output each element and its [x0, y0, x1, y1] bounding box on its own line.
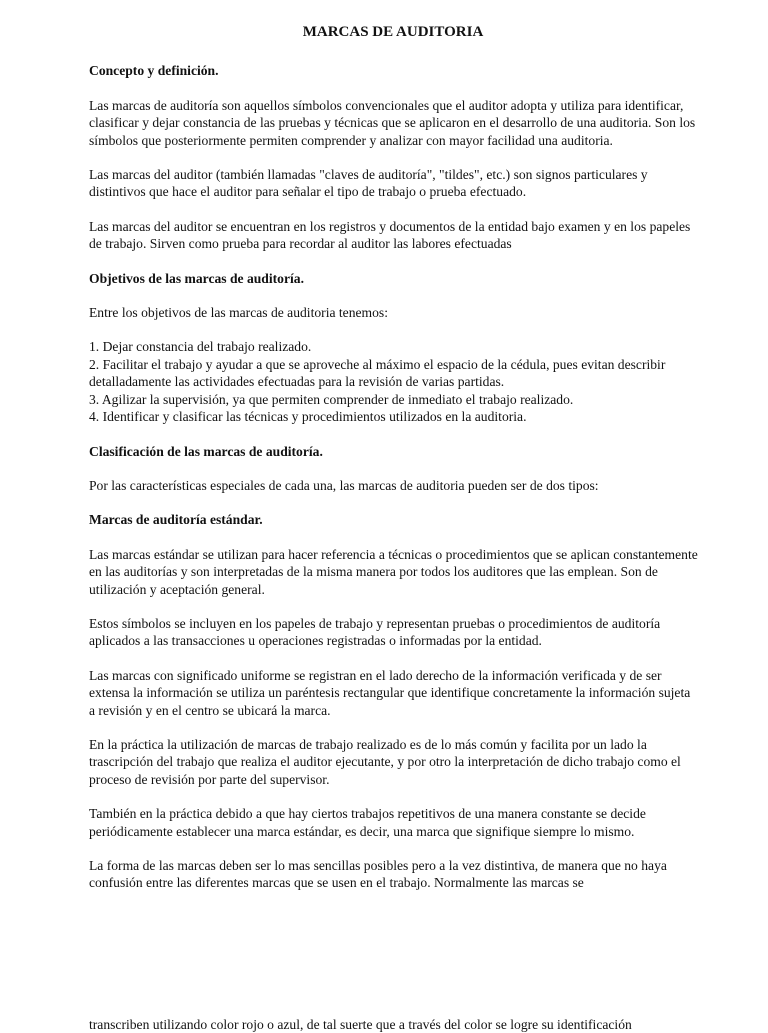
classification-intro: Por las características especiales de cada una, las marcas de auditoria pueden ser de dos tipos:	[89, 477, 599, 493]
paragraph: Las marcas del auditor (también llamadas "claves de auditoría", "tildes", etc.) son signos particulares y distintivos que hace el auditor para señalar el tipo de trabajo o prueba efectuado.	[89, 167, 648, 200]
paragraph: Las marcas estándar se utilizan para hacer referencia a técnicas o procedimientos que se aplican constantemente en las auditorías y son interpretadas de la misma manera por todos los auditores que las emplean. Son de utilización y aceptación general.	[89, 546, 698, 597]
paragraph: En la práctica la utilización de marcas de trabajo realizado es de lo más común y facilita por un lado la trascripción del trabajo que realiza el auditor ejecutante, y por otro la interpretación de dicho trabajo como el proceso de revisión por parte del supervisor.	[89, 736, 681, 787]
paragraph: Estos símbolos se incluyen en los papeles de trabajo y representan pruebas o procedimientos de auditoría aplicados a las transacciones u operaciones registradas o informadas por la entidad.	[89, 615, 661, 649]
concept-heading: Concepto y definición.	[89, 63, 219, 79]
list-item: 4. Identificar y clasificar las técnicas y procedimientos utilizados en la auditoria.	[89, 409, 527, 425]
list-item: 3. Agilizar la supervisión, ya que permiten comprender de inmediato el trabajo realizado.	[89, 391, 574, 407]
paragraph: Las marcas de auditoría son aquellos símbolos convencionales que el auditor adopta y utiliza para identificar, clasificar y dejar constancia de las pruebas y técnicas que se aplicaron en el desarrollo de una auditoria. Son los símbolos que posteriormente permiten comprender y analizar con mayor facilidad una auditoria.	[89, 97, 696, 148]
list-item: 2. Facilitar el trabajo y ayudar a que se aproveche al máximo el espacio de la cédula, pues evitan describir detalladamente las actividades efectuadas para la revisión de varias partidas.	[89, 356, 666, 390]
classification-heading: Clasificación de las marcas de auditoría.	[89, 443, 323, 459]
list-item: 1. Dejar constancia del trabajo realizado.	[89, 339, 312, 355]
paragraph: La forma de las marcas deben ser lo mas sencillas posibles pero a la vez distintiva, de manera que no haya confusión entre las diferentes marcas que se usen en el trabajo. Normalmente las marcas se	[89, 858, 667, 891]
paragraph: Las marcas con significado uniforme se registran en el lado derecho de la información verificada y de ser extensa la información se utiliza un paréntesis rectangular que identifique concretamente la información sujeta a revisión y en el centro se ubicará la marca.	[89, 667, 691, 718]
cut-off-line: transcriben utilizando color rojo o azul, de tal suerte que a través del color se logre su identificación	[89, 1017, 632, 1032]
paragraph: Las marcas del auditor se encuentran en los registros y documentos de la entidad bajo examen y en los papeles de trabajo. Sirven como prueba para recordar al auditor las labores efectuadas	[89, 218, 691, 252]
objectives-intro: Entre los objetivos de las marcas de auditoria tenemos:	[89, 305, 388, 321]
document-page	[89, 24, 699, 909]
standard-marks-heading: Marcas de auditoría estándar.	[89, 512, 263, 528]
paragraph: También en la práctica debido a que hay ciertos trabajos repetitivos de una manera constante se decide periódicamente establecer una marca estándar, es decir, una marca que signifique siempre lo mismo.	[89, 806, 646, 839]
objectives-list	[89, 338, 699, 425]
document-title: MARCAS DE AUDITORIA	[302, 24, 484, 40]
objectives-heading: Objetivos de las marcas de auditoría.	[89, 270, 304, 286]
